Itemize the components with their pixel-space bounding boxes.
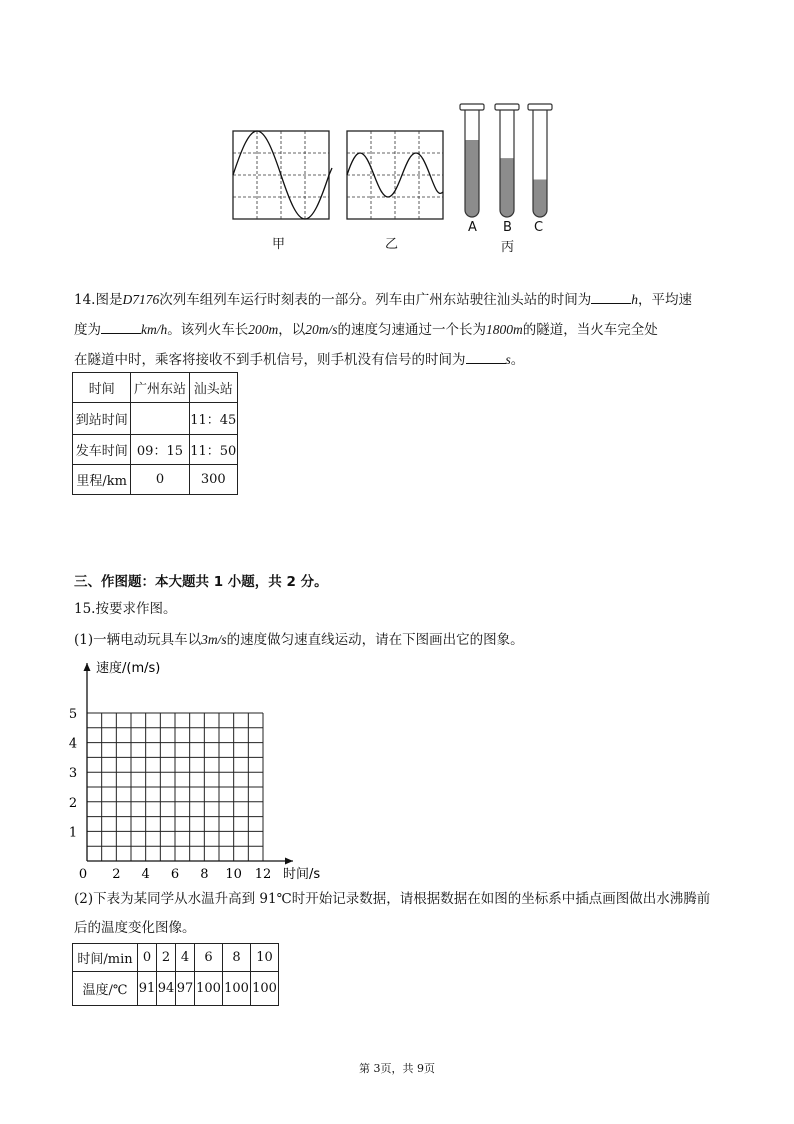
q14-line-3: 在隧道中时，乘客将接收不到手机信号，则手机没有信号的时间为 s。 [74, 352, 525, 368]
table2-time-cell: 4 [176, 944, 195, 972]
q14-line-2: 度为 km/h。该列火车长200m，以20m/s的速度匀速通过一个长为1800m的隧道，当火车完全处 [74, 322, 658, 338]
q15-part2-line1: (2)下表为某同学从水温升高到 91℃时开始记录数据，请根据数据在如图的坐标系中插点画图做出水沸腾前 [74, 891, 711, 907]
timetable-cell [131, 403, 189, 435]
y-tick-label: 4 [68, 736, 78, 752]
test-tube [528, 104, 552, 217]
timetable-header: 广州东站 [131, 373, 189, 403]
table2-time-cell: 2 [157, 944, 176, 972]
x-axis-arrow [285, 858, 293, 865]
caption-jia: 甲 [272, 237, 286, 252]
timetable-cell: 里程/km [73, 465, 131, 495]
table2-temp-cell: 100 [195, 972, 223, 1006]
timetable [72, 372, 238, 495]
section-3-title: 三、作图题：本大题共 1 小题，共 2 分。 [74, 574, 328, 590]
test-tube [460, 104, 484, 217]
test-tubes-figure [455, 100, 555, 225]
tube-rim [460, 104, 484, 110]
x-axis-label: 时间/s [283, 867, 321, 882]
y-axis-arrow [84, 663, 91, 671]
page-number-footer: 第 3页，共 9页 [359, 1062, 435, 1075]
tube-label-c: C [534, 220, 544, 235]
tube-liquid [500, 158, 514, 217]
q15-intro: 15.按要求作图。 [74, 601, 177, 617]
y-tick-label: 2 [68, 795, 78, 811]
timetable-cell: 300 [189, 465, 237, 495]
table2-time-cell: 10 [251, 944, 279, 972]
x-tick-label: 4 [141, 867, 150, 882]
table2-temp-cell: 100 [251, 972, 279, 1006]
x-tick-label: 2 [112, 867, 121, 882]
x-tick-label: 0 [78, 867, 88, 882]
table2-temp-cell: 91 [138, 972, 157, 1006]
y-tick-label: 5 [68, 707, 78, 722]
x-tick-label: 12 [254, 867, 272, 882]
answer-blank-speed[interactable] [101, 320, 141, 334]
oscilloscope-figure-jia [232, 130, 334, 222]
q15-part2-line2: 后的温度变化图像。 [74, 920, 196, 936]
table2-time-cell: 8 [223, 944, 251, 972]
y-axis-label: 速度/(m/s) [96, 661, 161, 676]
answer-blank-no-signal[interactable] [466, 350, 506, 364]
caption-yi: 乙 [385, 237, 399, 252]
timetable-cell: 到站时间 [73, 403, 131, 435]
q14-line-1: 14.图是D7176次列车组列车运行时刻表的一部分。列车由广州东站驶往汕头站的时间为 h，平均速 [74, 292, 692, 308]
timetable-cell: 发车时间 [73, 435, 131, 465]
timetable-cell: 11：50 [189, 435, 237, 465]
tube-liquid [533, 180, 547, 217]
x-tick-label: 6 [170, 867, 180, 882]
tube-rim [495, 104, 519, 110]
tube-label-a: A [468, 220, 477, 235]
q14-number: 14. [74, 292, 96, 308]
tube-label-b: B [503, 220, 512, 235]
tube-liquid [465, 140, 479, 217]
y-tick-label: 3 [68, 766, 78, 782]
table2-temp-cell: 100 [223, 972, 251, 1006]
oscilloscope-figure-yi [346, 130, 446, 222]
timetable-cell: 11：45 [189, 403, 237, 435]
caption-bing: 丙 [501, 240, 515, 255]
timetable-header: 时间 [73, 373, 131, 403]
timetable-cell: 09：15 [131, 435, 189, 465]
temperature-table [72, 943, 279, 1006]
answer-blank-time[interactable] [591, 290, 631, 304]
test-tube [495, 104, 519, 217]
table2-time-cell: 6 [195, 944, 223, 972]
tube-rim [528, 104, 552, 110]
timetable-cell: 0 [131, 465, 189, 495]
q15-part1: (1)一辆电动玩具车以3m/s的速度做匀速直线运动，请在下图画出它的图象。 [74, 632, 524, 648]
table2-time-cell: 0 [138, 944, 157, 972]
table2-label: 温度/℃ [73, 972, 138, 1006]
timetable-header: 汕头站 [189, 373, 237, 403]
graph-grid [87, 713, 263, 861]
table2-label: 时间/min [73, 944, 138, 972]
velocity-time-graph[interactable] [60, 655, 350, 885]
table2-temp-cell: 94 [157, 972, 176, 1006]
q15-number: 15. [74, 601, 96, 617]
table2-temp-cell: 97 [176, 972, 195, 1006]
x-tick-label: 10 [225, 867, 242, 882]
x-tick-label: 8 [200, 867, 209, 882]
y-tick-label: 1 [68, 825, 78, 841]
train-number: D7176 [122, 292, 160, 307]
